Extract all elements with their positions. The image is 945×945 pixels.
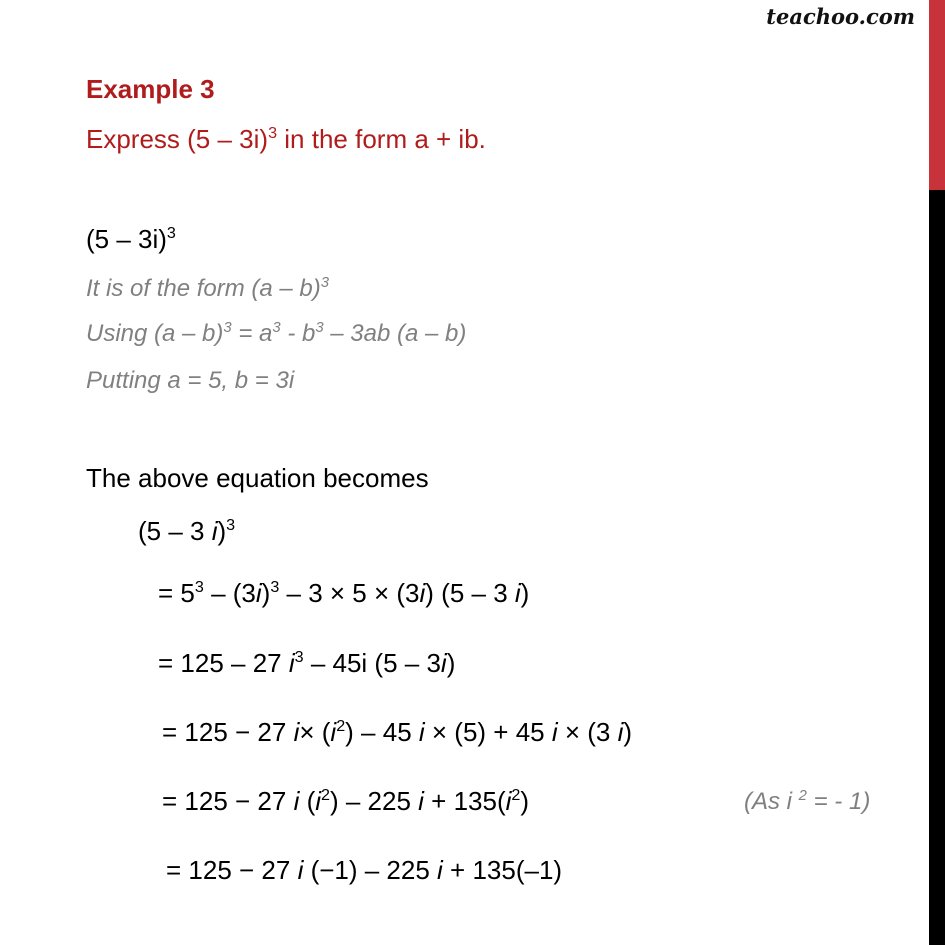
sidebar-accent-red: [929, 0, 945, 190]
step-4-note: (As i $^2$ = - 1): [744, 787, 871, 815]
step-3: = 125 − 27 $i\times (i^2) - 45$ i × (5) + 45 i × (3 i): [162, 717, 633, 747]
step-4: = 125 − 27 i $(i^2) - 225$ $i + 135(i^2)$: [162, 786, 530, 816]
step-1: = $5^3 - (3i)^3 - 3 \times 5 \times (3i)$ (5 – 3 i): [158, 578, 530, 608]
becomes-text: The above equation becomes: [86, 463, 429, 493]
hint-substitution: Putting a = 5, b = 3i: [86, 367, 295, 394]
hint-identity: Using $(a - b)^3 = a^3 - b^3 - 3ab$ (a – b): [86, 319, 467, 347]
brand-logo: teachoo.com: [766, 4, 915, 29]
question-text: Express (5 – 3i)$^3$ in the form a + ib.: [86, 124, 486, 154]
given-expression: (5 – 3i)$^3$: [86, 224, 176, 254]
step-2: = 125 – 27 $i^3 - 45i$ (5 – 3i): [158, 648, 456, 678]
sidebar-accent-black: [929, 190, 945, 945]
example-heading: Example 3: [86, 74, 215, 104]
step-5: = 125 − 27 i (−1) – 225 i + 135(–1): [166, 855, 563, 885]
hint-form: It is of the form (a – b)$^3$: [86, 274, 330, 302]
step-0: (5 – 3 i)$^3$: [138, 516, 236, 546]
